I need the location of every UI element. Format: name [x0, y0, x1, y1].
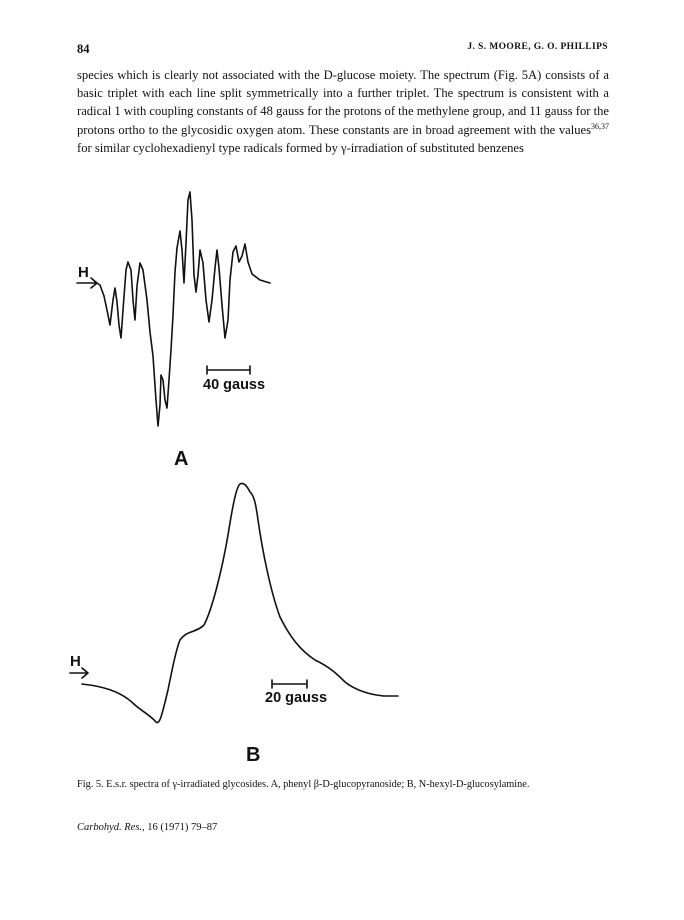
scale-label-a: 40 gauss [203, 377, 266, 393]
body-text-1: species which is clearly not associated with the D-glucose moiety. The spectrum (Fig. 5A) consists of a basic triplet with each line split symmetrically into a further triplet. The spectrum is consistent with a radical 1 with coupling constants of 48 gauss for the protons of the methylene group, and 11 gauss for the protons ortho to the glycosidic oxygen atom. These constants are in broad agreement with the values [77, 68, 609, 137]
field-label-b: H [70, 653, 81, 670]
scale-bar-a [207, 366, 250, 374]
spectrum-b-trace [82, 483, 398, 722]
figure-caption: Fig. 5. E.s.r. spectra of γ-irradiated glycosides. A, phenyl β-D-glucopyranoside; B, N-hexyl-D-glucosylamine. [77, 779, 530, 790]
field-label-a: H [78, 264, 89, 281]
scale-bar-b [272, 680, 307, 688]
page-number: 84 [77, 42, 90, 56]
journal-citation [77, 822, 217, 833]
journal-volume: , 16 (1971) 79–87 [142, 822, 218, 833]
scale-label-b: 20 gauss [265, 690, 328, 706]
body-text-2: for similar cyclohexadienyl type radicals formed by γ-irradiation of substituted benzenes [77, 140, 524, 155]
running-head: J. S. MOORE, G. O. PHILLIPS [467, 42, 608, 52]
journal-name: Carbohyd. Res. [77, 822, 143, 833]
panel-label-a: A [174, 448, 189, 470]
reference-superscript: 36,37 [591, 121, 609, 131]
panel-label-b: B [246, 744, 261, 766]
